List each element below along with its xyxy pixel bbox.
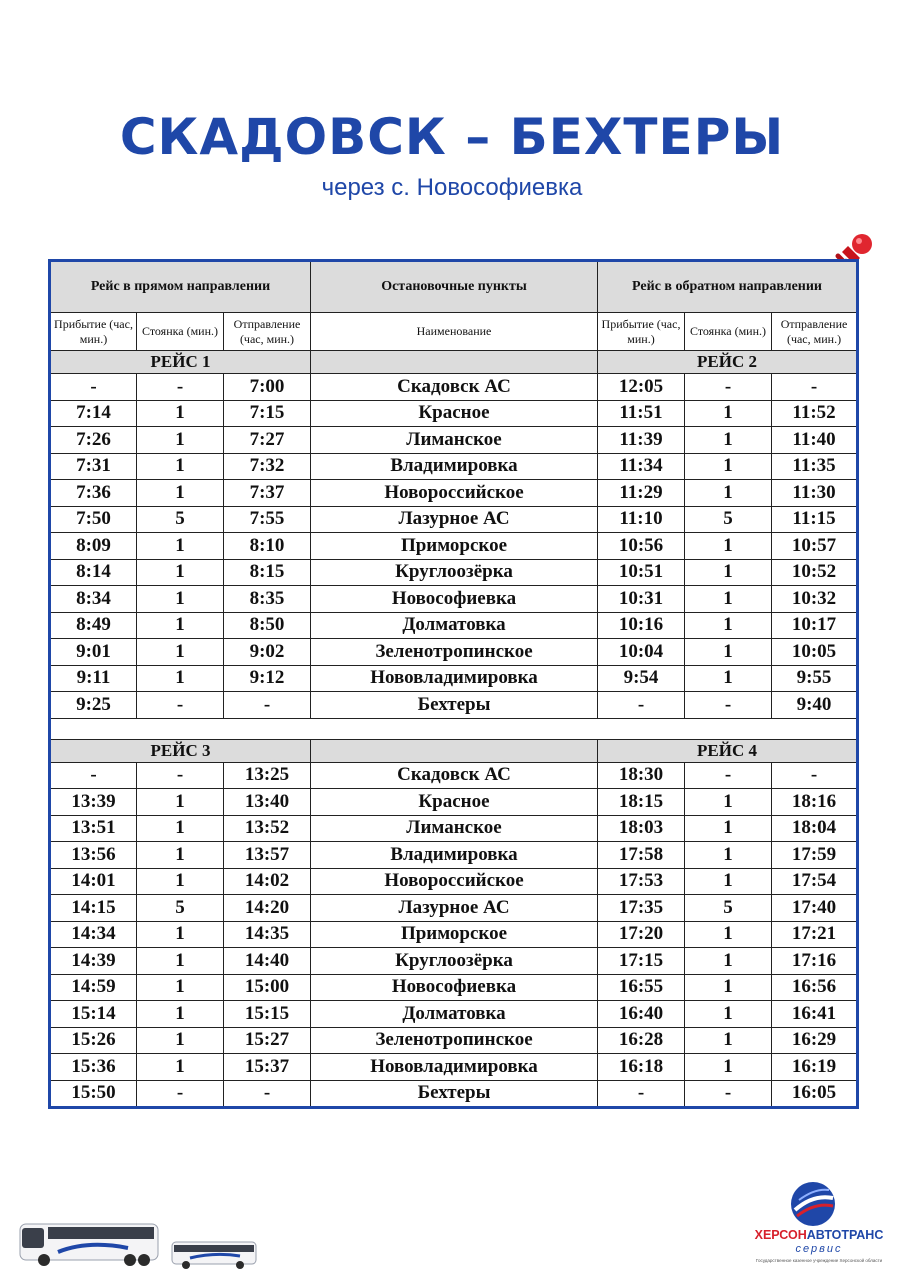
- stop-name-cell: Новософиевка: [311, 974, 598, 1001]
- stop-cell: 1: [137, 1027, 224, 1054]
- departure-cell: 15:15: [224, 1001, 311, 1028]
- arrival-cell: 8:34: [50, 586, 137, 613]
- arrival-cell: 15:26: [50, 1027, 137, 1054]
- arrival-cell: -: [50, 374, 137, 401]
- table-row: [50, 400, 858, 427]
- stops-header: Остановочные пункты: [311, 261, 598, 313]
- stop-cell: 1: [685, 427, 772, 454]
- block-spacer: [50, 718, 858, 739]
- arrival-cell: 14:39: [50, 948, 137, 975]
- arrival-column-header: Прибытие (час, мин.): [50, 313, 137, 351]
- trip-header-blank: [311, 739, 598, 762]
- stop-cell: 1: [685, 480, 772, 507]
- stop-name-cell: Владимировка: [311, 453, 598, 480]
- stop-name-cell: Скадовск АС: [311, 374, 598, 401]
- stop-cell: 5: [137, 895, 224, 922]
- departure-cell: 7:27: [224, 427, 311, 454]
- stop-name-cell: Лиманское: [311, 815, 598, 842]
- stop-cell: 1: [685, 842, 772, 869]
- stop-cell: 1: [685, 1027, 772, 1054]
- departure-cell: 16:19: [772, 1054, 858, 1081]
- name-column-header: Наименование: [311, 313, 598, 351]
- departure-cell: 7:15: [224, 400, 311, 427]
- stop-name-cell: Новороссийское: [311, 868, 598, 895]
- table-row: [50, 948, 858, 975]
- departure-cell: 9:55: [772, 665, 858, 692]
- stop-cell: 1: [137, 639, 224, 666]
- departure-cell: 11:40: [772, 427, 858, 454]
- arrival-cell: 11:29: [598, 480, 685, 507]
- table-row: [50, 1080, 858, 1108]
- arrival-cell: 8:09: [50, 533, 137, 560]
- departure-cell: 13:57: [224, 842, 311, 869]
- departure-cell: 16:56: [772, 974, 858, 1001]
- stop-cell: -: [685, 762, 772, 789]
- stop-cell: 1: [137, 789, 224, 816]
- arrival-cell: 9:01: [50, 639, 137, 666]
- stop-cell: 1: [685, 948, 772, 975]
- departure-cell: 7:00: [224, 374, 311, 401]
- arrival-cell: -: [598, 692, 685, 719]
- stop-cell: 1: [685, 453, 772, 480]
- stop-cell: 1: [137, 427, 224, 454]
- stop-name-cell: Владимировка: [311, 842, 598, 869]
- stop-cell: 1: [137, 1001, 224, 1028]
- forward-direction-header: Рейс в прямом направлении: [50, 261, 311, 313]
- company-name-part2: АВТОТРАНС: [806, 1228, 884, 1242]
- stop-column-header: Стоянка (мин.): [137, 313, 224, 351]
- table-row: [50, 427, 858, 454]
- departure-cell: 7:32: [224, 453, 311, 480]
- stop-cell: 1: [137, 533, 224, 560]
- stop-name-cell: Нововладимировка: [311, 665, 598, 692]
- departure-cell: 17:21: [772, 921, 858, 948]
- stop-cell: 1: [137, 453, 224, 480]
- stop-name-cell: Бехтеры: [311, 1080, 598, 1108]
- arrival-cell: 10:56: [598, 533, 685, 560]
- return-direction-header: Рейс в обратном направлении: [598, 261, 858, 313]
- stop-cell: 1: [685, 1054, 772, 1081]
- stop-cell: -: [137, 374, 224, 401]
- stop-name-cell: Нововладимировка: [311, 1054, 598, 1081]
- arrival-cell: 11:34: [598, 453, 685, 480]
- departure-cell: 7:37: [224, 480, 311, 507]
- stop-name-cell: Лазурное АС: [311, 895, 598, 922]
- departure-cell: 16:05: [772, 1080, 858, 1108]
- stop-cell: 1: [685, 868, 772, 895]
- departure-cell: 10:57: [772, 533, 858, 560]
- departure-cell: 7:55: [224, 506, 311, 533]
- departure-cell: -: [772, 374, 858, 401]
- stop-name-cell: Круглоозёрка: [311, 948, 598, 975]
- stop-cell: 1: [685, 921, 772, 948]
- arrival-cell: 8:49: [50, 612, 137, 639]
- arrival-cell: 11:39: [598, 427, 685, 454]
- stop-cell: 1: [685, 612, 772, 639]
- company-tagline: сервис: [795, 1243, 843, 1255]
- departure-cell: 8:35: [224, 586, 311, 613]
- departure-cell: 10:32: [772, 586, 858, 613]
- table-row: [50, 1027, 858, 1054]
- swoosh-globe-icon: [789, 1180, 837, 1228]
- arrival-cell: 9:54: [598, 665, 685, 692]
- table-row: [50, 815, 858, 842]
- table-row: [50, 1001, 858, 1028]
- arrival-cell: 16:55: [598, 974, 685, 1001]
- stop-cell: -: [685, 1080, 772, 1108]
- arrival-cell: 7:31: [50, 453, 137, 480]
- arrival-cell: 16:18: [598, 1054, 685, 1081]
- departure-cell: 11:15: [772, 506, 858, 533]
- table-row: [50, 374, 858, 401]
- arrival-cell: 18:15: [598, 789, 685, 816]
- departure-cell: 8:50: [224, 612, 311, 639]
- departure-cell: 8:10: [224, 533, 311, 560]
- departure-cell: -: [224, 692, 311, 719]
- arrival-cell: 10:04: [598, 639, 685, 666]
- stop-cell: 1: [685, 559, 772, 586]
- stop-name-cell: Приморское: [311, 921, 598, 948]
- arrival-cell: 13:56: [50, 842, 137, 869]
- table-row: [50, 868, 858, 895]
- stop-cell: 5: [685, 895, 772, 922]
- arrival-cell: 14:15: [50, 895, 137, 922]
- table-row: [50, 586, 858, 613]
- stop-name-cell: Лазурное АС: [311, 506, 598, 533]
- stop-cell: 1: [685, 974, 772, 1001]
- arrival-cell: 14:59: [50, 974, 137, 1001]
- stop-cell: 1: [137, 559, 224, 586]
- stop-name-cell: Приморское: [311, 533, 598, 560]
- stop-cell: 1: [685, 665, 772, 692]
- arrival-cell: 17:58: [598, 842, 685, 869]
- arrival-cell: 7:36: [50, 480, 137, 507]
- table-row: [50, 895, 858, 922]
- coach-bus-icon: [170, 1238, 260, 1270]
- stop-cell: -: [137, 1080, 224, 1108]
- company-name-part1: ХЕРСОН: [754, 1228, 807, 1242]
- departure-cell: -: [224, 1080, 311, 1108]
- arrival-cell: 13:39: [50, 789, 137, 816]
- table-row: [50, 506, 858, 533]
- arrival-cell: 13:51: [50, 815, 137, 842]
- stop-cell: 5: [137, 506, 224, 533]
- stop-cell: 1: [137, 974, 224, 1001]
- arrival-cell: 8:14: [50, 559, 137, 586]
- departure-cell: 17:59: [772, 842, 858, 869]
- stop-cell: -: [685, 374, 772, 401]
- departure-column-header: Отправление (час, мин.): [224, 313, 311, 351]
- table-row: [50, 842, 858, 869]
- schedule-body: [50, 351, 858, 1108]
- departure-cell: 16:41: [772, 1001, 858, 1028]
- arrival-cell: -: [50, 762, 137, 789]
- departure-cell: 11:35: [772, 453, 858, 480]
- departure-column-header: Отправление (час, мин.): [772, 313, 858, 351]
- departure-cell: 14:35: [224, 921, 311, 948]
- arrival-cell: 11:51: [598, 400, 685, 427]
- stop-name-cell: Новософиевка: [311, 586, 598, 613]
- arrival-cell: 14:34: [50, 921, 137, 948]
- arrival-cell: 12:05: [598, 374, 685, 401]
- table-row: [50, 453, 858, 480]
- arrival-cell: 14:01: [50, 868, 137, 895]
- table-row: [50, 921, 858, 948]
- stop-cell: 1: [685, 1001, 772, 1028]
- arrival-cell: 17:15: [598, 948, 685, 975]
- arrival-cell: 9:25: [50, 692, 137, 719]
- stop-cell: -: [137, 762, 224, 789]
- departure-cell: 17:54: [772, 868, 858, 895]
- departure-cell: 8:15: [224, 559, 311, 586]
- stop-name-cell: Круглоозёрка: [311, 559, 598, 586]
- arrival-cell: 18:30: [598, 762, 685, 789]
- trip-header-blank: [311, 351, 598, 374]
- arrival-cell: 7:26: [50, 427, 137, 454]
- departure-cell: 15:27: [224, 1027, 311, 1054]
- table-row: [50, 639, 858, 666]
- table-row: [50, 692, 858, 719]
- departure-cell: 9:40: [772, 692, 858, 719]
- arrival-cell: 16:40: [598, 1001, 685, 1028]
- departure-cell: 14:02: [224, 868, 311, 895]
- stop-cell: 1: [685, 533, 772, 560]
- departure-cell: 13:25: [224, 762, 311, 789]
- departure-cell: 17:40: [772, 895, 858, 922]
- stop-cell: 1: [137, 1054, 224, 1081]
- company-name: [745, 1228, 893, 1242]
- departure-cell: 10:05: [772, 639, 858, 666]
- departure-cell: 13:52: [224, 815, 311, 842]
- arrival-column-header: Прибытие (час, мин.): [598, 313, 685, 351]
- arrival-cell: 15:36: [50, 1054, 137, 1081]
- departure-cell: 9:02: [224, 639, 311, 666]
- stop-cell: 1: [137, 612, 224, 639]
- stop-cell: 1: [137, 948, 224, 975]
- arrival-cell: 15:14: [50, 1001, 137, 1028]
- stop-cell: 1: [685, 815, 772, 842]
- table-row: [50, 1054, 858, 1081]
- departure-cell: 15:37: [224, 1054, 311, 1081]
- stop-cell: 1: [137, 842, 224, 869]
- table-row: [50, 612, 858, 639]
- departure-cell: 18:04: [772, 815, 858, 842]
- table-row: [50, 789, 858, 816]
- departure-cell: 14:20: [224, 895, 311, 922]
- table-row: [50, 762, 858, 789]
- stop-cell: -: [137, 692, 224, 719]
- schedule-table: [48, 259, 859, 1109]
- stop-cell: 1: [137, 586, 224, 613]
- stop-cell: 1: [137, 480, 224, 507]
- departure-cell: 15:00: [224, 974, 311, 1001]
- page-title: СКАДОВСК – БЕХТЕРЫ: [119, 108, 785, 166]
- arrival-cell: -: [598, 1080, 685, 1108]
- arrival-cell: 7:50: [50, 506, 137, 533]
- arrival-cell: 17:53: [598, 868, 685, 895]
- stop-cell: -: [685, 692, 772, 719]
- arrival-cell: 15:50: [50, 1080, 137, 1108]
- trip-header-row: [50, 351, 858, 374]
- stop-name-cell: Зеленотропинское: [311, 639, 598, 666]
- departure-cell: 17:16: [772, 948, 858, 975]
- departure-cell: 16:29: [772, 1027, 858, 1054]
- stop-cell: 1: [685, 400, 772, 427]
- stop-cell: 1: [685, 789, 772, 816]
- stop-name-cell: Лиманское: [311, 427, 598, 454]
- page-subtitle: через с. Новософиевка: [321, 174, 583, 201]
- departure-cell: 18:16: [772, 789, 858, 816]
- departure-cell: 11:30: [772, 480, 858, 507]
- table-row: [50, 480, 858, 507]
- departure-cell: 10:52: [772, 559, 858, 586]
- table-row: [50, 533, 858, 560]
- stop-cell: 1: [685, 586, 772, 613]
- arrival-cell: 17:20: [598, 921, 685, 948]
- stop-name-cell: Долматовка: [311, 1001, 598, 1028]
- stop-cell: 1: [137, 400, 224, 427]
- stop-cell: 1: [137, 868, 224, 895]
- stop-cell: 1: [137, 665, 224, 692]
- stop-cell: 1: [685, 639, 772, 666]
- departure-cell: 13:40: [224, 789, 311, 816]
- forward-trip-label: РЕЙС 3: [50, 739, 311, 762]
- stop-cell: 1: [137, 815, 224, 842]
- stop-name-cell: Бехтеры: [311, 692, 598, 719]
- arrival-cell: 16:28: [598, 1027, 685, 1054]
- stop-name-cell: Скадовск АС: [311, 762, 598, 789]
- arrival-cell: 10:16: [598, 612, 685, 639]
- stop-name-cell: Красное: [311, 789, 598, 816]
- company-fine-print: Государственное казенное учреждение Херсонской области: [755, 1258, 883, 1263]
- arrival-cell: 17:35: [598, 895, 685, 922]
- stop-column-header: Стоянка (мин.): [685, 313, 772, 351]
- arrival-cell: 11:10: [598, 506, 685, 533]
- departure-cell: -: [772, 762, 858, 789]
- arrival-cell: 9:11: [50, 665, 137, 692]
- stop-cell: 5: [685, 506, 772, 533]
- table-row: [50, 559, 858, 586]
- company-logo: [745, 1176, 893, 1272]
- arrival-cell: 18:03: [598, 815, 685, 842]
- return-trip-label: РЕЙС 2: [598, 351, 858, 374]
- stop-name-cell: Новороссийское: [311, 480, 598, 507]
- trip-header-row: [50, 739, 858, 762]
- departure-cell: 10:17: [772, 612, 858, 639]
- return-trip-label: РЕЙС 4: [598, 739, 858, 762]
- arrival-cell: 10:51: [598, 559, 685, 586]
- table-row: [50, 665, 858, 692]
- stop-name-cell: Красное: [311, 400, 598, 427]
- table-row: [50, 974, 858, 1001]
- arrival-cell: 7:14: [50, 400, 137, 427]
- stop-name-cell: Долматовка: [311, 612, 598, 639]
- arrival-cell: 10:31: [598, 586, 685, 613]
- forward-trip-label: РЕЙС 1: [50, 351, 311, 374]
- spacer-cell: [50, 718, 858, 739]
- stop-name-cell: Зеленотропинское: [311, 1027, 598, 1054]
- coach-bus-icon: [18, 1218, 162, 1268]
- departure-cell: 11:52: [772, 400, 858, 427]
- departure-cell: 14:40: [224, 948, 311, 975]
- departure-cell: 9:12: [224, 665, 311, 692]
- stop-cell: 1: [137, 921, 224, 948]
